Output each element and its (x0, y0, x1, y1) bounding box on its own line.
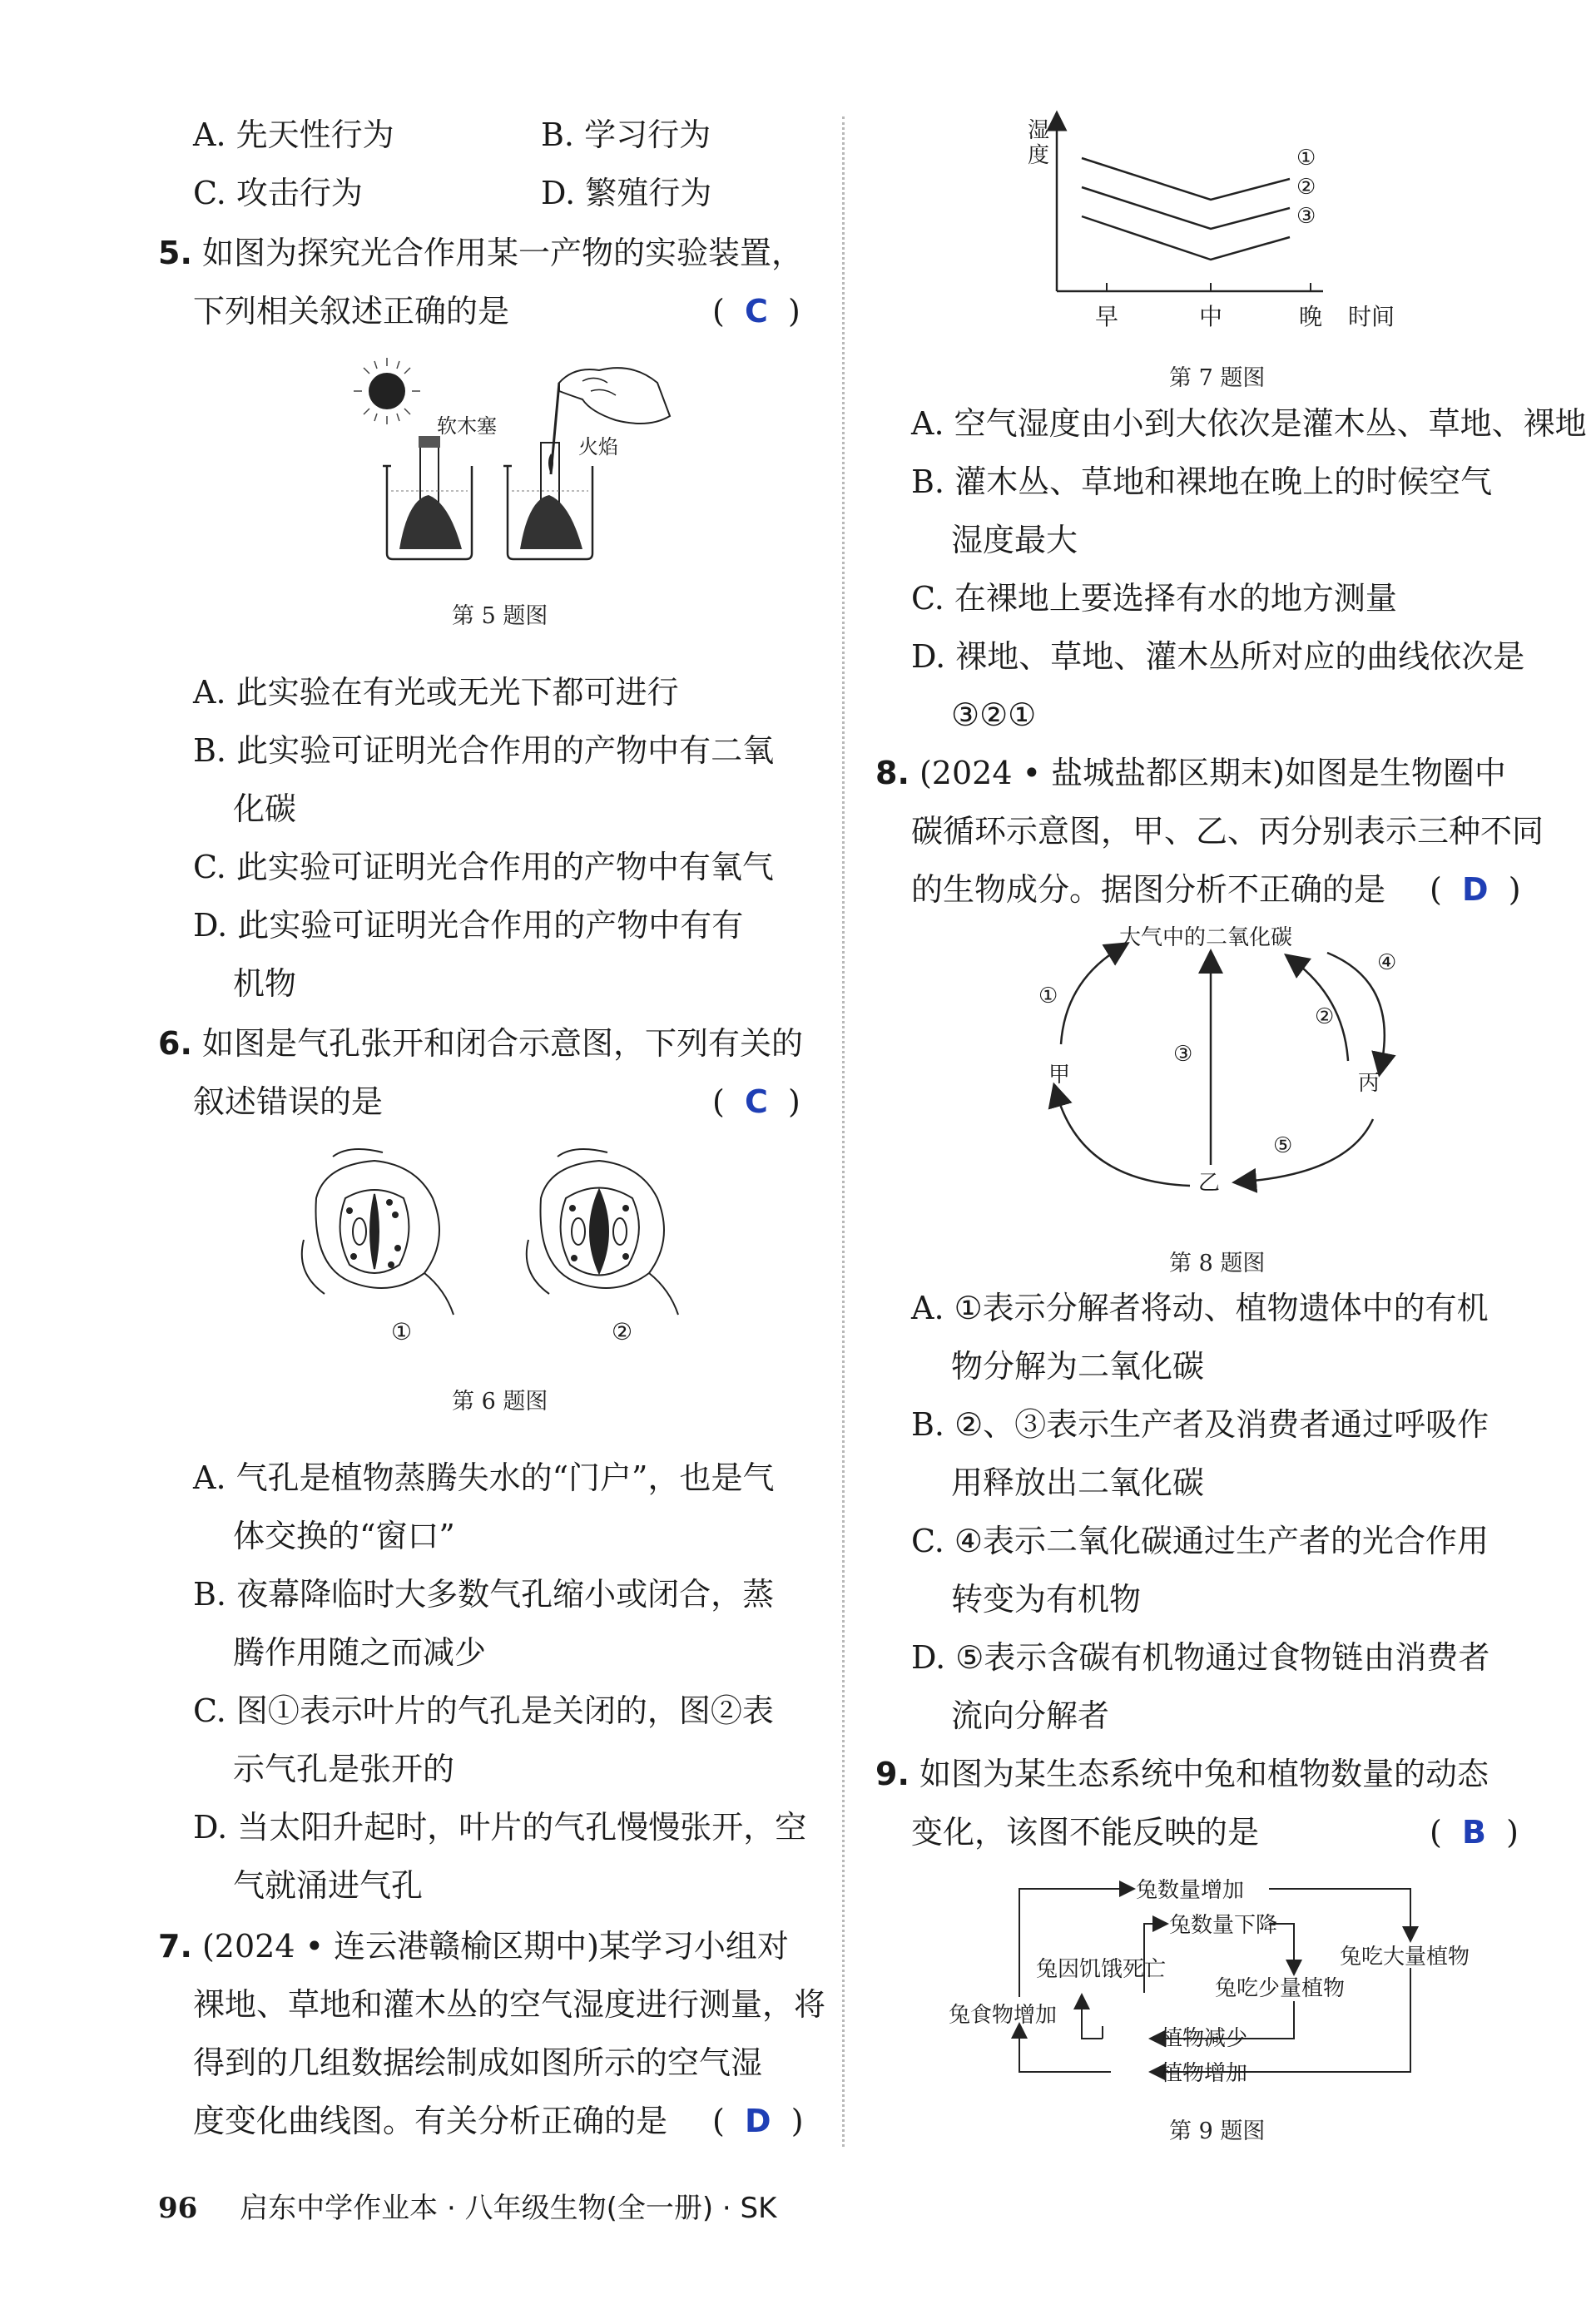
q5-figure (341, 349, 691, 569)
q8-stem-line1 (875, 753, 1506, 793)
q6-number: 6. (158, 1025, 192, 1062)
stoma-1 (302, 1149, 454, 1315)
q8-diagram (1032, 915, 1423, 1235)
q9-diagram (949, 1864, 1498, 2100)
q9-plant-decrease: 植物减少 (1161, 2026, 1248, 2051)
q7-curve-3 (1082, 216, 1290, 260)
q5-number: 5. (158, 235, 192, 271)
q7-option-d-line2: ③②① (951, 696, 1037, 733)
q6-option-c-line2: 示气孔是张开的 (233, 1751, 455, 1787)
q8-option-d-line1: D. ⑤表示含碳有机物通过食物链由消费者 (911, 1639, 1490, 1676)
q7-ylabel-2: 度 (1028, 143, 1050, 168)
q9-answer: B (1461, 1814, 1486, 1851)
q5-stem-line1 (158, 233, 803, 273)
q7-stem-line4: 度变化曲线图。有关分析正确的是 (193, 2103, 668, 2139)
q8-answer: D (1461, 871, 1489, 908)
q4-option-a: A. 先天性行为 (193, 116, 394, 153)
q9-stem-line1 (875, 1754, 1489, 1794)
q8-label-yi: 乙 (1198, 1171, 1221, 1196)
q8-stem-line2: 碳循环示意图，甲、乙、丙分别表示三种不同 (911, 813, 1544, 850)
q9-answer-bracket: ( B ) (1430, 1814, 1519, 1851)
q7-option-a: A. 空气湿度由小到大依次是灌木丛、草地、裸地 (911, 405, 1587, 442)
q9-stem-line2: 变化，该图不能反映的是 (911, 1814, 1260, 1851)
q8-option-c-line2: 转变为有机物 (951, 1581, 1142, 1618)
column-divider (842, 116, 845, 2147)
q6-figure (300, 1148, 691, 1351)
q6-stem-line2: 叙述错误的是 (193, 1083, 384, 1120)
q5-option-c: C. 此实验可证明光合作用的产物中有氧气 (193, 849, 774, 885)
q5-label-cork: 软木塞 (437, 414, 497, 438)
q8-arrow-4 (1327, 953, 1385, 1065)
q6-fig-label-2: ② (612, 1318, 633, 1345)
q8-stem-line3: 的生物成分。据图分析不正确的是 (911, 871, 1386, 908)
q6-option-b-line2: 腾作用随之而减少 (233, 1634, 487, 1671)
q7-xtick-noon: 中 (1199, 303, 1223, 330)
q8-label-bing: 丙 (1358, 1071, 1380, 1096)
beaker-1 (383, 436, 472, 559)
q6-stem-text1: 如图是气孔张开和闭合示意图，下列有关的 (201, 1025, 803, 1062)
q6-option-b-line1: B. 夜幕降临时大多数气孔缩小或闭合，蒸 (193, 1576, 775, 1613)
q7-series-label-2: ② (1296, 175, 1316, 200)
page-footer (158, 2190, 776, 2227)
q8-answer-bracket: ( D ) (1430, 871, 1521, 908)
q5-stem-line2: 下列相关叙述正确的是 (193, 293, 510, 330)
q8-num-5: ⑤ (1273, 1133, 1293, 1158)
q5-caption: 第 5 题图 (452, 603, 548, 629)
q8-stem-text1: (2024 • 盐城盐都区期末)如图是生物圈中 (919, 755, 1506, 791)
q6-option-d-line1: D. 当太阳升起时，叶片的气孔慢慢张开，空 (193, 1809, 807, 1846)
q5-stem-text1: 如图为探究光合作用某一产物的实验装置， (201, 235, 803, 271)
q8-arrow-5 (1244, 1119, 1373, 1182)
q7-caption: 第 7 题图 (1169, 365, 1266, 391)
q8-caption: 第 8 题图 (1169, 1251, 1266, 1276)
q6-option-a-line2: 体交换的“窗口” (233, 1518, 455, 1554)
q5-option-b-line2: 化碳 (233, 790, 297, 827)
sun-icon (354, 358, 420, 424)
q5-option-d-line1: D. 此实验可证明光合作用的产物中有有 (193, 907, 744, 944)
q7-stem-line1 (158, 1926, 789, 1966)
q7-option-d-line1: D. 裸地、草地、灌木丛所对应的曲线依次是 (911, 638, 1525, 675)
q9-rabbit-eat-little: 兔吃少量植物 (1215, 1976, 1346, 2001)
q7-xtick-evening: 晚 (1299, 303, 1323, 330)
q4-option-c: C. 攻击行为 (193, 175, 363, 211)
q6-option-d-line2: 气就涌进气孔 (233, 1867, 424, 1904)
q9-rabbit-decrease: 兔数量下降 (1169, 1913, 1278, 1938)
q9-stem-text1: 如图为某生态系统中兔和植物数量的动态 (919, 1756, 1489, 1792)
footer-title: 启东中学作业本 · 八年级生物(全一册) · SK (240, 2192, 777, 2225)
q5-option-b-line1: B. 此实验可证明光合作用的产物中有二氧 (193, 732, 775, 769)
q8-num-4: ④ (1377, 950, 1397, 975)
q8-option-c-line1: C. ④表示二氧化碳通过生产者的光合作用 (911, 1523, 1489, 1559)
q7-option-b-line2: 湿度最大 (951, 522, 1078, 558)
q7-stem-line3: 得到的几组数据绘制成如图所示的空气湿 (193, 2044, 763, 2081)
q7-series-label-3: ③ (1296, 204, 1316, 229)
q6-option-a-line1: A. 气孔是植物蒸腾失水的“门户”，也是气 (193, 1459, 775, 1496)
q6-answer-bracket: ( C ) (712, 1083, 800, 1120)
q6-fig-label-1: ① (391, 1318, 413, 1345)
q7-xtick-morning: 早 (1095, 303, 1119, 330)
q6-stem-line1 (158, 1023, 803, 1063)
q7-stem-text1: (2024 • 连云港赣榆区期中)某学习小组对 (201, 1928, 789, 1965)
q8-num-3: ③ (1173, 1042, 1193, 1067)
q7-option-b-line1: B. 灌木丛、草地和裸地在晚上的时候空气 (911, 463, 1493, 500)
q8-arrow-yi-to-jia (1057, 1094, 1190, 1186)
beaker-2 (503, 443, 592, 559)
q9-number: 9. (875, 1756, 910, 1792)
q7-ylabel-1: 湿 (1028, 118, 1050, 143)
q8-option-b-line2: 用释放出二氧化碳 (951, 1464, 1205, 1501)
q9-rabbit-eat-much: 兔吃大量植物 (1340, 1945, 1470, 1970)
q9-rabbit-starve: 兔因饥饿死亡 (1036, 1957, 1167, 1982)
q9-caption: 第 9 题图 (1169, 2118, 1266, 2144)
q5-answer: C (744, 293, 768, 330)
q7-answer: D (744, 2103, 771, 2139)
q5-option-d-line2: 机物 (233, 965, 297, 1002)
q9-rabbit-food-increase: 兔食物增加 (949, 2003, 1058, 2028)
q9-plant-increase: 植物增加 (1161, 2061, 1248, 2086)
q7-xlabel: 时间 (1348, 303, 1395, 330)
q7-number: 7. (158, 1928, 192, 1965)
q7-stem-line2: 裸地、草地和灌木丛的空气湿度进行测量，将 (193, 1986, 826, 2023)
q5-answer-bracket: ( C ) (712, 293, 800, 330)
q8-option-d-line2: 流向分解者 (951, 1697, 1110, 1734)
q8-number: 8. (875, 755, 910, 791)
q4-option-b: B. 学习行为 (541, 116, 711, 153)
q4-option-d: D. 繁殖行为 (541, 175, 712, 211)
q7-option-c: C. 在裸地上要选择有水的地方测量 (911, 580, 1397, 617)
q7-answer-bracket: ( D ) (712, 2103, 804, 2139)
q7-curve-2 (1082, 187, 1290, 229)
q5-option-a: A. 此实验在有光或无光下都可进行 (193, 674, 679, 711)
q8-option-b-line1: B. ②、③表示生产者及消费者通过呼吸作 (911, 1406, 1489, 1443)
q8-num-1: ① (1038, 984, 1058, 1008)
stoma-2 (527, 1149, 678, 1315)
q8-label-atmosphere: 大气中的二氧化碳 (1119, 925, 1293, 950)
q7-series-label-1: ① (1296, 146, 1316, 171)
q9-rabbit-increase: 兔数量增加 (1136, 1878, 1245, 1903)
q7-chart (1015, 108, 1431, 353)
q8-option-a-line2: 物分解为二氧化碳 (951, 1348, 1205, 1385)
q8-num-2: ② (1315, 1004, 1335, 1029)
q8-label-jia: 甲 (1048, 1063, 1071, 1088)
q6-option-c-line1: C. 图①表示叶片的气孔是关闭的，图②表 (193, 1692, 774, 1729)
q6-answer: C (744, 1083, 768, 1120)
q6-caption: 第 6 题图 (452, 1389, 548, 1415)
q8-option-a-line1: A. ①表示分解者将动、植物遗体中的有机 (911, 1290, 1489, 1326)
page-number: 96 (158, 2192, 198, 2225)
q8-arrow-1 (1061, 949, 1119, 1044)
q7-curve-1 (1082, 158, 1290, 200)
q5-label-flame: 火焰 (578, 435, 618, 458)
